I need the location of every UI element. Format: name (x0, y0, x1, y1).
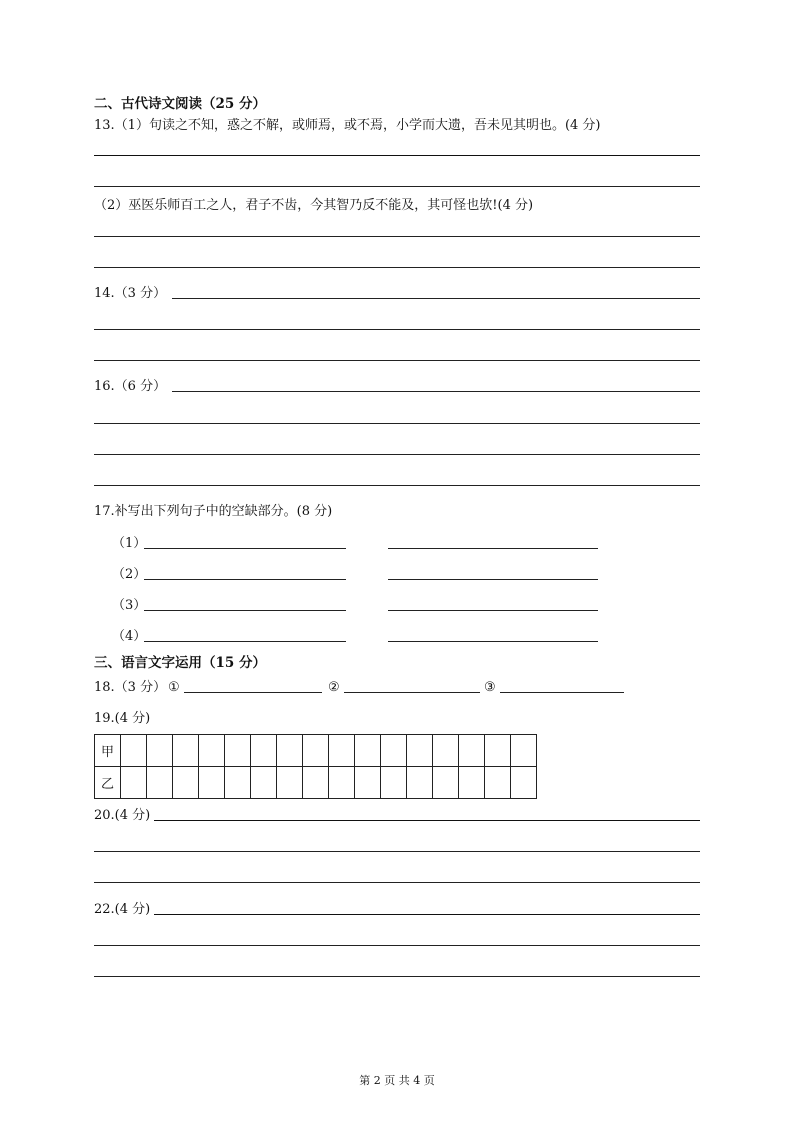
grid-cell[interactable] (173, 735, 199, 767)
grid-cell[interactable] (329, 735, 355, 767)
grid-cell[interactable] (485, 767, 511, 799)
q13-2-answer-line-2[interactable] (94, 267, 700, 268)
q13-1-answer-line-2[interactable] (94, 186, 700, 187)
q20-answer-line-3[interactable] (94, 882, 700, 883)
q14-answer-line-1[interactable] (172, 298, 700, 299)
q17-item-4-blank-a[interactable] (144, 641, 346, 642)
grid-cell[interactable] (355, 767, 381, 799)
grid-cell[interactable] (303, 767, 329, 799)
grid-cell[interactable] (381, 767, 407, 799)
q22-answer-line-2[interactable] (94, 945, 700, 946)
q22-answer-line-3[interactable] (94, 976, 700, 977)
page-footer: 第 2 页 共 4 页 (359, 1074, 435, 1087)
q17-item-4-label: （4） (112, 629, 147, 644)
grid-cell[interactable] (511, 767, 537, 799)
grid-cell[interactable] (251, 735, 277, 767)
q19-answer-grid (94, 734, 537, 799)
q18-label: 18.（3 分） (94, 680, 167, 695)
q20-answer-line-1[interactable] (154, 820, 700, 821)
q18-mark-3: ③ (484, 680, 496, 695)
q18-blank-3[interactable] (500, 692, 624, 693)
grid-cell[interactable] (277, 767, 303, 799)
q17-item-2-blank-a[interactable] (144, 579, 346, 580)
q14-answer-line-2[interactable] (94, 329, 700, 330)
q17-item-3-blank-a[interactable] (144, 610, 346, 611)
grid-cell[interactable] (173, 767, 199, 799)
section2-title: 二、古代诗文阅读（25 分） (94, 96, 266, 112)
grid-cell[interactable] (225, 767, 251, 799)
q22-label: 22.(4 分) (94, 902, 151, 917)
q19-row-label-yi: 乙 (95, 767, 121, 799)
grid-cell[interactable] (147, 735, 173, 767)
grid-cell[interactable] (329, 767, 355, 799)
grid-cell[interactable] (277, 735, 303, 767)
q17-item-2-blank-b[interactable] (388, 579, 598, 580)
q16-answer-line-2[interactable] (94, 423, 700, 424)
grid-cell[interactable] (459, 735, 485, 767)
grid-cell[interactable] (459, 767, 485, 799)
q19-row-yi (95, 767, 537, 799)
q13-1-answer-line-1[interactable] (94, 155, 700, 156)
grid-cell[interactable] (199, 767, 225, 799)
q16-answer-line-1[interactable] (172, 391, 700, 392)
q20-answer-line-2[interactable] (94, 851, 700, 852)
grid-cell[interactable] (121, 767, 147, 799)
q17-item-1-blank-a[interactable] (144, 548, 346, 549)
grid-cell[interactable] (121, 735, 147, 767)
grid-cell[interactable] (381, 735, 407, 767)
grid-cell[interactable] (407, 767, 433, 799)
section3-title: 三、语言文字运用（15 分） (94, 655, 266, 671)
grid-cell[interactable] (511, 735, 537, 767)
grid-cell[interactable] (147, 767, 173, 799)
q18-mark-2: ② (328, 680, 340, 695)
q16-label: 16.（6 分） (94, 379, 167, 394)
q17-item-1-label: （1） (112, 536, 147, 551)
grid-cell[interactable] (433, 735, 459, 767)
q19-row-jia (95, 735, 537, 767)
q16-answer-line-3[interactable] (94, 454, 700, 455)
q17-item-2-label: （2） (112, 567, 147, 582)
q18-mark-1: ① (168, 680, 180, 695)
q17-item-3-blank-b[interactable] (388, 610, 598, 611)
q18-blank-1[interactable] (184, 692, 322, 693)
q13-2-prompt: （2）巫医乐师百工之人，君子不齿，今其智乃反不能及，其可怪也欤!(4 分) (94, 198, 534, 213)
q18-blank-2[interactable] (344, 692, 480, 693)
grid-cell[interactable] (225, 735, 251, 767)
q17-item-4-blank-b[interactable] (388, 641, 598, 642)
q20-label: 20.(4 分) (94, 808, 151, 823)
q17-prompt: 17.补写出下列句子中的空缺部分。(8 分) (94, 504, 333, 519)
q17-item-3-label: （3） (112, 598, 147, 613)
grid-cell[interactable] (433, 767, 459, 799)
q14-answer-line-3[interactable] (94, 360, 700, 361)
q16-answer-line-4[interactable] (94, 485, 700, 486)
q13-2-answer-line-1[interactable] (94, 236, 700, 237)
q14-label: 14.（3 分） (94, 286, 167, 301)
q13-1-prompt: 13.（1）句读之不知，惑之不解，或师焉，或不焉，小学而大遗，吾未见其明也。(4 分) (94, 118, 601, 133)
q19-label: 19.(4 分) (94, 711, 151, 726)
q17-item-1-blank-b[interactable] (388, 548, 598, 549)
grid-cell[interactable] (251, 767, 277, 799)
q22-answer-line-1[interactable] (154, 914, 700, 915)
grid-cell[interactable] (485, 735, 511, 767)
grid-cell[interactable] (199, 735, 225, 767)
q19-row-label-jia: 甲 (95, 735, 121, 767)
grid-cell[interactable] (303, 735, 329, 767)
grid-cell[interactable] (407, 735, 433, 767)
grid-cell[interactable] (355, 735, 381, 767)
